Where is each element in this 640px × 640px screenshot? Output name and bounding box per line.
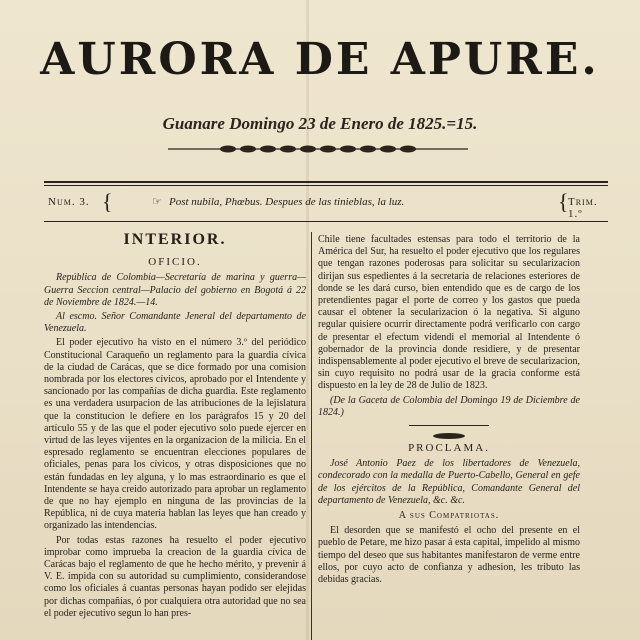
trimester: Trim. 1.º: [568, 196, 598, 220]
proclamation-heading: PROCLAMA.: [408, 442, 490, 455]
ornament-divider: [168, 142, 468, 156]
paragraph: República de Colombia—Secretaría de marina y guerra—Guerra Seccion central—Palacio del gobierno en Bogotá á 22 de Noviembre de 1824.—14.: [44, 272, 306, 308]
paragraph: Chile tiene facultades estensas para todo el territorio de la América del Sur, ha resuelto el poder ejecutivo que los regulares que tengan razones poderosas para solicitar su secularizacion dirijan sus espedientes á la secretaría de relaciones esteriores de donde se les dará curso, bien entendido que es de cargo de los pretendientes pagar el porte de correo y los gastos que pueda causar el obtener la secularizacion ó la negativa. Si alguno regular quisiere ocurrir directamente podrá verificarlo con cargo de presentar el efectum videndi el memorial al Intendente ó gobernador de la provincia donde residiere, y de presentar indispensablemente al poder ejecutivo el breve de secularizacion, sin cuyo requisito no podrá usar de la gracia conforme está dispuesto en la ley de 28 de Julio de 1823.: [318, 234, 580, 392]
paragraph: El desorden que se manifestó el ocho del presente en el pueblo de Petare, me hizo pasar á esta capital, impelido al mismo tiempo del deseo que sus habitantes manifestaron de verme entre ellos, por cuyo acto de confianza y adhesion, les tributo las debidas gracias.: [318, 525, 580, 586]
paragraph: Por todas estas razones ha resuelto el poder ejecutivo improbar como imprueba la creacion de la guardia cívica de Carácas bajo el reglamento de que he hecho mérito, y prevenir á V. E. impida con su autoridad su cumplimiento, considerandose como los oficiales á cuantas personas hayan podido ser elejidas por dichas compañías, ó por cualquiera otra autoridad que no sea el poder ejecutivo segun lo han pres-: [44, 534, 306, 619]
address-heading: A sus Compatriotas.: [398, 510, 500, 522]
paper-fold: [306, 0, 309, 640]
motto: Post nubila, Phœbus. Despues de las tinieblas, la luz.: [169, 196, 405, 208]
header-rule-bottom: [44, 221, 608, 222]
paragraph: El poder ejecutivo ha visto en el número 3.º del periódico Constitucional Caraqueño un reglamento para la guardia cívica de la ciudad de Carácas, que se dice formado por una comision nombrada por los electores cívicos, aprobado por el Intendente y sancionado por las compañías de dicha guardia. Este reglamento es una verdadera usurpacion de las atribuciones de la lejislatura que la constitucion le defiere en los parágrafos 15 y 20 del artículo 55 y de las que el poder ejecutivo solo puede ejercer en virtud de las leyes vijentes en la organizacion de la milicia. En el espresado reglamento se encuentran elecciones populares de oficiales, penas para los cívicos, y otras disposiciones que no están fundadas en ley alguna, y lo mas estraordinario es que el Intendente se haya creido autorizado para aprobar un reglamento de que no hay ejemplo en ninguna de las provincias de la República, ni de cuya materia hablan las leyes que han creado y organizado las intendencias.: [44, 337, 306, 532]
issue-number: Num. 3.: [48, 196, 90, 208]
right-brace: {: [558, 189, 569, 214]
header-rule-top: [44, 181, 608, 183]
small-ornament: [429, 432, 469, 440]
pointing-hand-icon: ☞: [152, 196, 162, 208]
section-heading: INTERIOR.: [123, 231, 227, 248]
source-citation: (De la Gaceta de Colombia del Domingo 19 de Diciembre de 1824.): [318, 394, 580, 418]
left-column: [44, 232, 306, 622]
issue-info-bar: [44, 189, 608, 220]
proclamation-author: José Antonio Paez de los libertadores de Venezuela, condecorado con la medalla de Puerto-Cabello, General en gefe de los ejércitos de la República, Comandante General del departamento de Venezuela, &c. &c.: [318, 458, 580, 506]
header-rule-top-thin: [44, 185, 608, 186]
column-divider: [311, 232, 312, 640]
right-column: [318, 234, 580, 588]
short-rule: [409, 425, 489, 426]
masthead-title: AURORA DE APURE.: [40, 34, 600, 85]
left-brace: {: [102, 189, 113, 214]
paragraph: Al escmo. Señor Comandante Jeneral del departamento de Venezuela.: [44, 311, 306, 335]
dateline: Guanare Domingo 23 de Enero de 1825.=15.: [162, 114, 478, 133]
subsection-heading: OFICIO.: [148, 256, 202, 269]
